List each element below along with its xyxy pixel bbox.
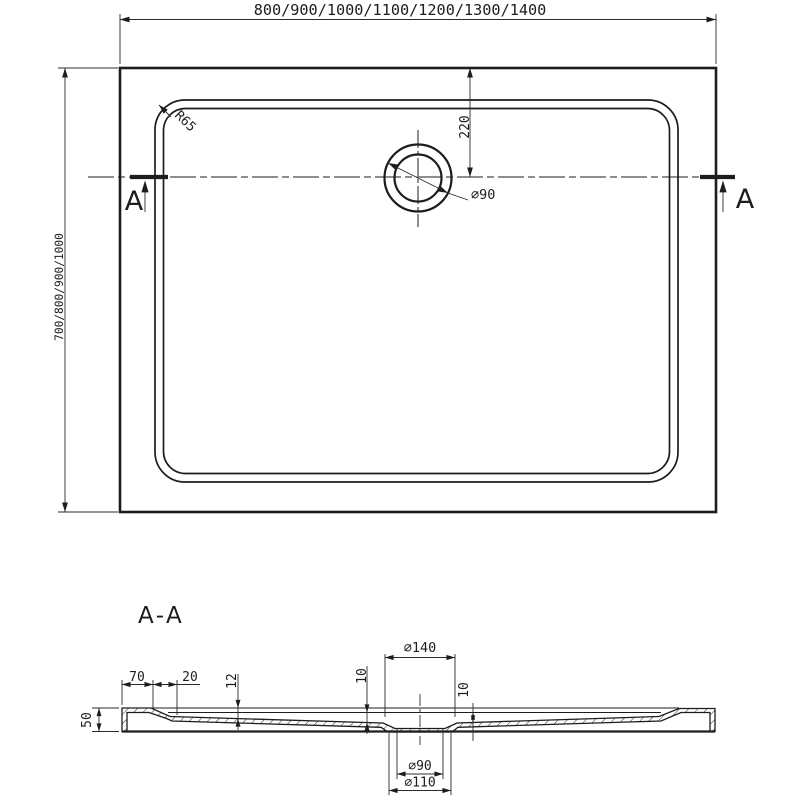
section-mark-left-label: A bbox=[124, 186, 144, 217]
recess-depth-left-label: 10 bbox=[355, 668, 370, 684]
width-dimension bbox=[120, 1, 716, 64]
section-mark-right bbox=[700, 177, 755, 215]
depth-label: 12 bbox=[225, 673, 240, 689]
edge-height-label: 50 bbox=[80, 712, 95, 728]
section-title: A-A bbox=[138, 603, 185, 629]
drain-offset-dimension bbox=[458, 68, 473, 177]
rim-slope-label: 20 bbox=[182, 670, 198, 685]
drain-diameter-label: ⌀90 bbox=[471, 187, 496, 203]
drain-top-diameter-label: ⌀140 bbox=[403, 640, 437, 656]
height-dimension-label: 700/800/900/1000 bbox=[53, 233, 66, 341]
section-mark-right-label: A bbox=[735, 184, 755, 215]
section-view bbox=[80, 603, 715, 795]
section-mark-left bbox=[125, 177, 168, 217]
width-dimension-label: 800/900/1000/1100/1200/1300/1400 bbox=[253, 1, 547, 19]
edge-height-dimension bbox=[80, 708, 119, 732]
corner-radius-label: R65 bbox=[171, 108, 199, 136]
recess-depth-right-label: 10 bbox=[457, 682, 472, 698]
basin-rim-outer bbox=[155, 100, 678, 482]
drain-under-diameter-label: ⌀110 bbox=[404, 775, 436, 791]
drain-bottom-diameter-label: ⌀90 bbox=[408, 759, 432, 774]
section-shell bbox=[122, 708, 715, 732]
top-view bbox=[53, 1, 755, 512]
rim-width-label: 70 bbox=[129, 670, 145, 685]
height-dimension bbox=[53, 68, 118, 512]
drain-offset-label: 220 bbox=[458, 115, 473, 139]
basin-rim-inner bbox=[164, 109, 670, 474]
